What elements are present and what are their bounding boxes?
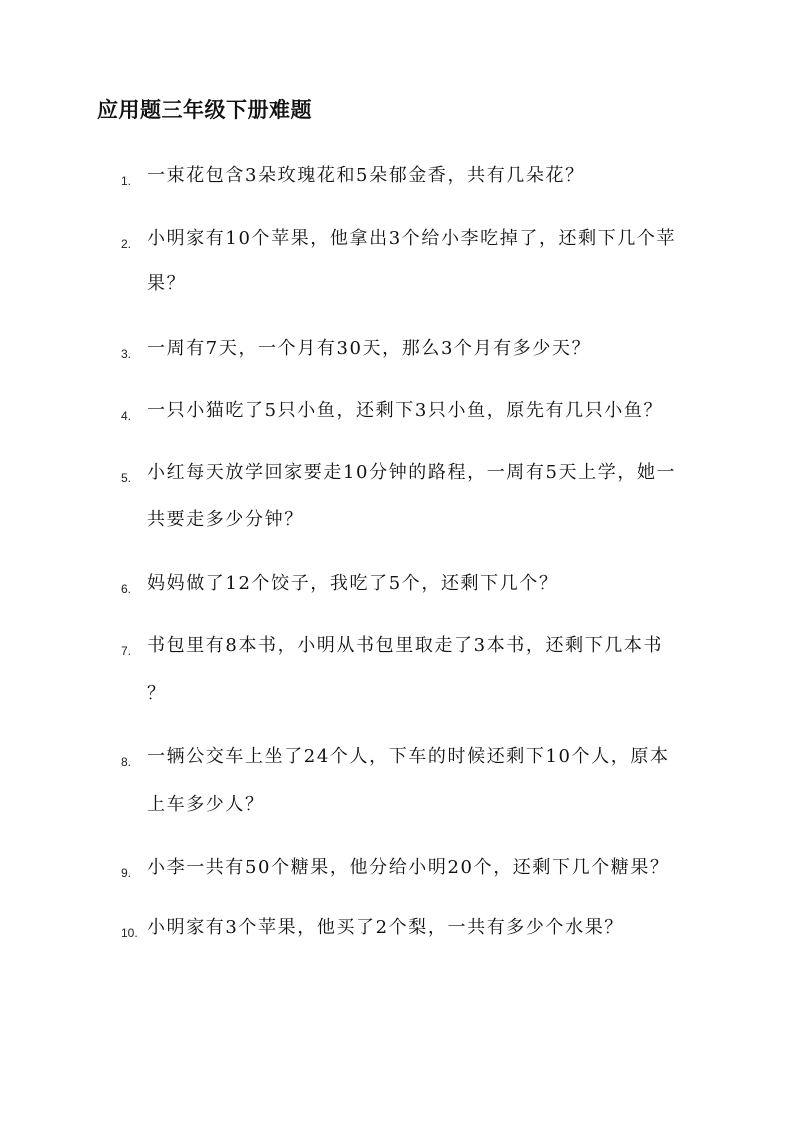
question-text-line: 一束花包含3朵玫瑰花和5朵郁金香，共有几朵花？	[147, 165, 585, 186]
question-number: 1.	[121, 174, 132, 188]
question-number: 9.	[121, 866, 132, 880]
question-text-line: 上车多少人？	[147, 794, 265, 815]
question-number: 10.	[121, 926, 138, 940]
question-text-line: 书包里有8本书，小明从书包里取走了3本书，还剩下几本书	[147, 635, 664, 656]
question-text-line: ？	[147, 683, 167, 704]
question-number: 2.	[121, 237, 132, 251]
question-text-line: 小红每天放学回家要走10分钟的路程，一周有5天上学，她一	[147, 462, 677, 483]
question-text-line: 果？	[147, 273, 187, 294]
question-number: 3.	[121, 347, 132, 361]
question-number: 7.	[121, 644, 132, 658]
question-text-line: 一周有7天，一个月有30天，那么3个月有多少天？	[147, 338, 592, 359]
question-text-line: 妈妈做了12个饺子，我吃了5个，还剩下几个？	[147, 573, 559, 594]
question-text-line: 小明家有3个苹果，他买了2个梨，一共有多少个水果？	[147, 917, 624, 938]
question-text-line: 一只小猫吃了5只小鱼，还剩下3只小鱼，原先有几只小鱼？	[147, 400, 664, 421]
document-title: 应用题三年级下册难题	[97, 98, 312, 122]
question-text-line: 小李一共有50个糖果，他分给小明20个，还剩下几个糖果？	[147, 857, 670, 878]
question-text-line: 小明家有10个苹果，他拿出3个给小李吃掉了，还剩下几个苹	[147, 228, 677, 249]
question-text-line: 共要走多少分钟？	[147, 509, 304, 530]
question-number: 5.	[121, 471, 132, 485]
question-number: 6.	[121, 582, 132, 596]
question-number: 4.	[121, 409, 132, 423]
question-text-line: 一辆公交车上坐了24个人，下车的时候还剩下10个人，原本	[147, 746, 670, 767]
question-number: 8.	[121, 755, 132, 769]
